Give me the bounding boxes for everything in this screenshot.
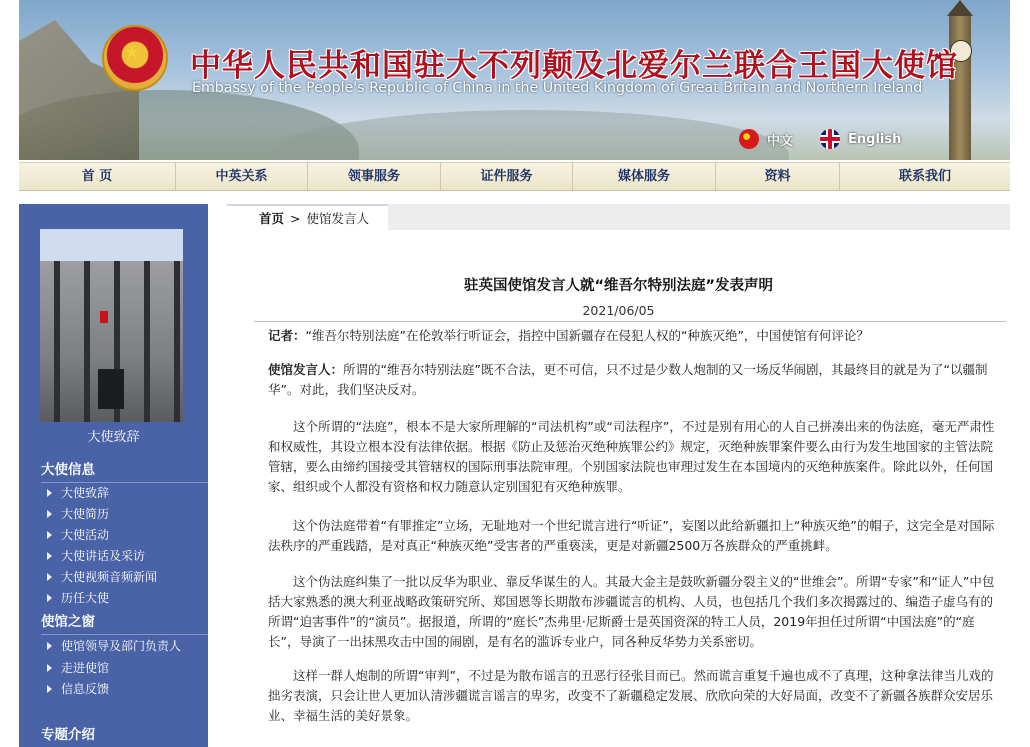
bullet-arrow-icon (47, 510, 52, 518)
sidebar-item-ambassador-activities[interactable] (47, 526, 109, 543)
article-paragraph: 这个伪法庭带着“有罪推定”立场，无耻地对一个世纪谎言进行“听证”，妄图以此给新疆扣上“种族灭绝”的帽子，这完全是对国际法秩序的严重践踏，是对真正“种族灭绝”受害者的严重亵渎，更是对新疆2500万各族群众的严重挑衅。 (268, 518, 995, 553)
breadcrumb-current[interactable]: 使馆发言人 (306, 211, 370, 226)
bullet-arrow-icon (47, 531, 52, 539)
article-date: 2021/06/05 (582, 303, 655, 318)
breadcrumb-home-link[interactable]: 首页 (259, 211, 285, 226)
nav-item-consular[interactable]: 领事服务 (308, 163, 441, 190)
nav-item-media[interactable]: 媒体服务 (573, 163, 716, 190)
photo-caption[interactable]: 大使致辞 (87, 430, 140, 445)
breadcrumb-tab (227, 204, 388, 230)
main-nav (19, 162, 1010, 191)
sidebar-item-label: 历任大使 (61, 591, 110, 605)
embassy-building-photo[interactable] (40, 229, 183, 422)
sidebar-item-ambassador-bio[interactable] (47, 505, 109, 522)
sidebar-item-label: 大使活动 (61, 528, 110, 542)
uk-flag-icon (820, 129, 840, 149)
sidebar-section-title: 大使信息 (41, 462, 95, 478)
sidebar-item-ambassador-speech[interactable] (47, 484, 109, 501)
sidebar-item-label: 大使讲话及采访 (61, 549, 146, 563)
sidebar-section-title: 专题介绍 (41, 727, 95, 743)
divider (254, 321, 1006, 322)
flag-on-building (100, 311, 108, 323)
question-label: 记者： (268, 328, 306, 343)
nav-item-resources[interactable]: 资料 (716, 163, 840, 190)
sidebar-item-former-ambassadors[interactable] (47, 589, 109, 606)
bullet-arrow-icon (47, 685, 52, 693)
nav-item-china-uk-relations[interactable]: 中英关系 (176, 163, 308, 190)
big-ben-image (949, 14, 971, 160)
bullet-arrow-icon (47, 594, 52, 602)
nav-item-home[interactable]: 首 页 (19, 163, 176, 190)
sidebar-item-label: 使馆领导及部门负责人 (61, 639, 182, 653)
sidebar-item-feedback[interactable] (47, 680, 109, 697)
sidebar-item-label: 信息反馈 (61, 682, 110, 696)
sidebar-item-label: 大使致辞 (61, 486, 110, 500)
sidebar (19, 204, 208, 747)
sidebar-item-label: 走进使馆 (61, 661, 110, 675)
breadcrumb-separator: > (290, 210, 301, 226)
article-answer (268, 360, 996, 400)
site-title-cn: 中华人民共和国驻大不列颠及北爱尔兰联合王国大使馆 (190, 48, 958, 84)
nav-item-documents[interactable]: 证件服务 (441, 163, 573, 190)
lang-switch-chinese[interactable] (739, 129, 793, 149)
sidebar-item-speeches-interviews[interactable] (47, 547, 145, 564)
article-title: 驻英国使馆发言人就“维吾尔特别法庭”发表声明 (463, 278, 774, 294)
article-paragraph: 这样一群人炮制的所谓“审判”，不过是为散布谣言的丑恶行径张目而已。然而谎言重复千遍也成不了真理，这种拿法律当儿戏的拙劣表演，只会让世人更加认清涉疆谎言谣言的卑劣，改变不了新疆稳定发展、欣欣向荣的大好局面，改变不了新疆各族群众安居乐业、幸福生活的美好景象。 (268, 668, 994, 723)
bullet-arrow-icon (47, 664, 52, 672)
building-door (98, 369, 124, 409)
divider (41, 634, 208, 635)
lang-switch-english[interactable] (820, 129, 901, 149)
bullet-arrow-icon (47, 552, 52, 560)
national-emblem-logo: ★ (104, 27, 166, 89)
banner-mountain (269, 110, 789, 160)
nav-item-contact[interactable]: 联系我们 (898, 169, 951, 184)
answer-label: 使馆发言人： (268, 362, 344, 377)
lang-label-cn: 中文 (767, 133, 794, 149)
sidebar-item-video-audio[interactable] (47, 568, 157, 585)
sidebar-item-embassy-leaders[interactable] (47, 637, 181, 654)
sidebar-item-label: 大使视频音频新闻 (61, 570, 158, 584)
site-title-en: Embassy of the People's Republic of China in the United Kingdom of Great Britain and Northern Ireland (192, 80, 923, 96)
sidebar-item-visit-embassy[interactable] (47, 659, 109, 676)
lang-label-en: English (848, 131, 902, 147)
sidebar-item-label: 大使简历 (61, 507, 110, 521)
bullet-arrow-icon (47, 642, 52, 650)
breadcrumb (227, 204, 1010, 230)
article-paragraph: 这个所谓的“法庭”，根本不是大家所理解的“司法机构”或“司法程序”，不过是别有用心的人自己拼凑出来的伪法庭，毫无严肃性和权威性，其设立根本没有法律依据。根据《防止及惩治灭绝种族罪公约》规定，灭绝种族罪案件要么由行为发生地国家的主管法院管辖，要么由缔约国接受其管辖权的国际刑事法院审理。个别国家法院也审理过发生在本国境内的灭绝种族案件。除此以外，任何国家、组织或个人都没有资格和权力随意认定别国犯有灭绝种族罪。 (268, 419, 995, 494)
divider (41, 482, 208, 483)
bullet-arrow-icon (47, 573, 52, 581)
article-paragraph: 这个伪法庭纠集了一批以反华为职业、靠反华谋生的人。其最大金主是鼓吹新疆分裂主义的“世维会”。所谓“专家”和“证人”中包括大家熟悉的澳大利亚战略政策研究所、郑国恩等长期散布涉疆谎言的机构、人员，也包括几个我们多次揭露过的、编造子虚乌有的所谓“迫害事件”的“演员”。据报道，所谓的“庭长”杰弗里·尼斯爵士是英国资深的特工人员，2019年担任过所谓“中国法庭”的“庭长”，导演了一出抹黑攻击中国的闹剧，是有名的滥诉专业户，同各种反华势力关系密切。 (268, 574, 995, 649)
sidebar-section-title: 使馆之窗 (41, 614, 95, 630)
answer-text: 所谓的“维吾尔特别法庭”既不合法，更不可信，只不过是少数人炮制的又一场反华闹剧，其最终目的就是为了“以疆制华”。对此，我们坚决反对。 (268, 362, 988, 397)
article-question (268, 326, 996, 346)
question-text: “维吾尔特别法庭”在伦敦举行听证会，指控中国新疆存在侵犯人权的“种族灭绝”，中国使馆有何评论？ (305, 328, 869, 343)
bullet-arrow-icon (47, 489, 52, 497)
china-flag-icon (739, 129, 759, 149)
